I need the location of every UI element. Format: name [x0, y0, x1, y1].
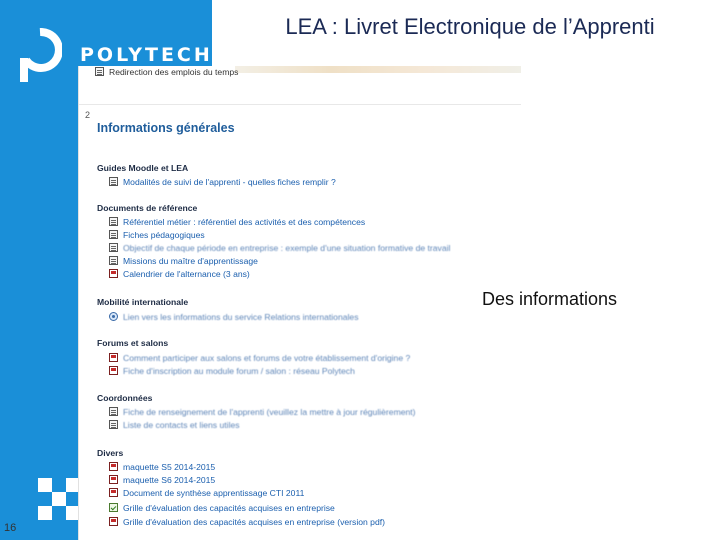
pdf-icon: [109, 269, 118, 278]
doc-icon: [109, 256, 118, 265]
doc-icon: [109, 243, 118, 252]
moodle-screenshot: [78, 66, 521, 540]
doc-icon: [109, 407, 118, 416]
resource-link[interactable]: maquette S6 2014-2015: [123, 474, 216, 485]
list-item[interactable]: [109, 406, 416, 417]
pdf-icon: [109, 366, 118, 375]
pdf-icon: [109, 475, 118, 484]
doc-icon: [109, 420, 118, 429]
list-item[interactable]: [109, 487, 304, 498]
resource-link[interactable]: Modalités de suivi de l'apprenti - quelles fiches remplir ?: [123, 176, 336, 187]
resource-link[interactable]: Lien vers les informations du service Relations internationales: [123, 311, 359, 322]
top-link-row[interactable]: [95, 66, 238, 77]
resource-link[interactable]: Comment participer aux salons et forums de votre établissement d'origine ?: [123, 352, 411, 363]
pdf-icon: [109, 462, 118, 471]
doc-icon: [109, 230, 118, 239]
resource-link[interactable]: Liste de contacts et liens utiles: [123, 419, 240, 430]
slide-title: LEA : Livret Electronique de l’Apprenti: [285, 14, 655, 39]
list-item[interactable]: [109, 255, 258, 266]
resource-link[interactable]: Fiche de renseignement de l'apprenti (veuillez la mettre à jour régulièrement): [123, 406, 416, 417]
list-item[interactable]: [109, 474, 215, 485]
resource-link[interactable]: Document de synthèse apprentissage CTI 2011: [123, 487, 305, 498]
list-item[interactable]: [109, 502, 335, 513]
list-item[interactable]: [109, 216, 365, 227]
resource-link[interactable]: Grille d'évaluation des capacités acquises en entreprise (version pdf): [123, 516, 385, 527]
doc-icon: [109, 217, 118, 226]
polytech-logo-icon: [18, 28, 62, 86]
list-item[interactable]: [109, 268, 250, 279]
category-title: Guides Moodle et LEA: [97, 163, 189, 173]
page-number: 16: [4, 522, 17, 534]
resource-link[interactable]: Calendrier de l'alternance (3 ans): [123, 268, 250, 279]
check-icon: [109, 503, 118, 512]
list-item[interactable]: [109, 352, 410, 363]
section-number: 2: [85, 110, 91, 120]
top-link[interactable]: Redirection des emplois du temps: [109, 66, 239, 77]
list-item[interactable]: [109, 365, 355, 376]
list-item[interactable]: [109, 242, 450, 253]
pdf-icon: [109, 353, 118, 362]
resource-link[interactable]: Objectif de chaque période en entreprise : exemple d'une situation formative de travail: [123, 242, 451, 253]
list-item[interactable]: [109, 419, 240, 430]
resource-link[interactable]: Grille d'évaluation des capacités acquises en entreprise: [123, 502, 335, 513]
list-item[interactable]: [109, 176, 336, 187]
screenshot-top-bar: [79, 66, 521, 105]
resource-link[interactable]: Missions du maître d'apprentissage: [123, 255, 258, 266]
doc-icon: [95, 67, 104, 76]
pdf-icon: [109, 488, 118, 497]
resource-link[interactable]: Fiche d'inscription au module forum / salon : réseau Polytech: [123, 365, 355, 376]
list-item[interactable]: [109, 516, 385, 527]
brand-name: POLYTECH®: [80, 44, 225, 66]
doc-icon: [109, 177, 118, 186]
category-title: Coordonnées: [97, 393, 153, 403]
banner-strip: [235, 66, 521, 73]
callout-text: Des informations: [482, 289, 618, 309]
link-icon: [109, 312, 118, 321]
section-title: Informations générales: [97, 121, 235, 135]
category-title: Forums et salons: [97, 338, 169, 348]
resource-link[interactable]: maquette S5 2014-2015: [123, 461, 216, 472]
pdf-icon: [109, 517, 118, 526]
category-title: Mobilité internationale: [97, 297, 189, 307]
resource-link[interactable]: Référentiel métier : référentiel des activités et des compétences: [123, 216, 366, 227]
resource-link[interactable]: Fiches pédagogiques: [123, 229, 205, 240]
list-item[interactable]: [109, 461, 215, 472]
category-title: Documents de référence: [97, 203, 198, 213]
category-title: Divers: [97, 448, 124, 458]
list-item[interactable]: [109, 229, 205, 240]
list-item[interactable]: [109, 311, 359, 322]
